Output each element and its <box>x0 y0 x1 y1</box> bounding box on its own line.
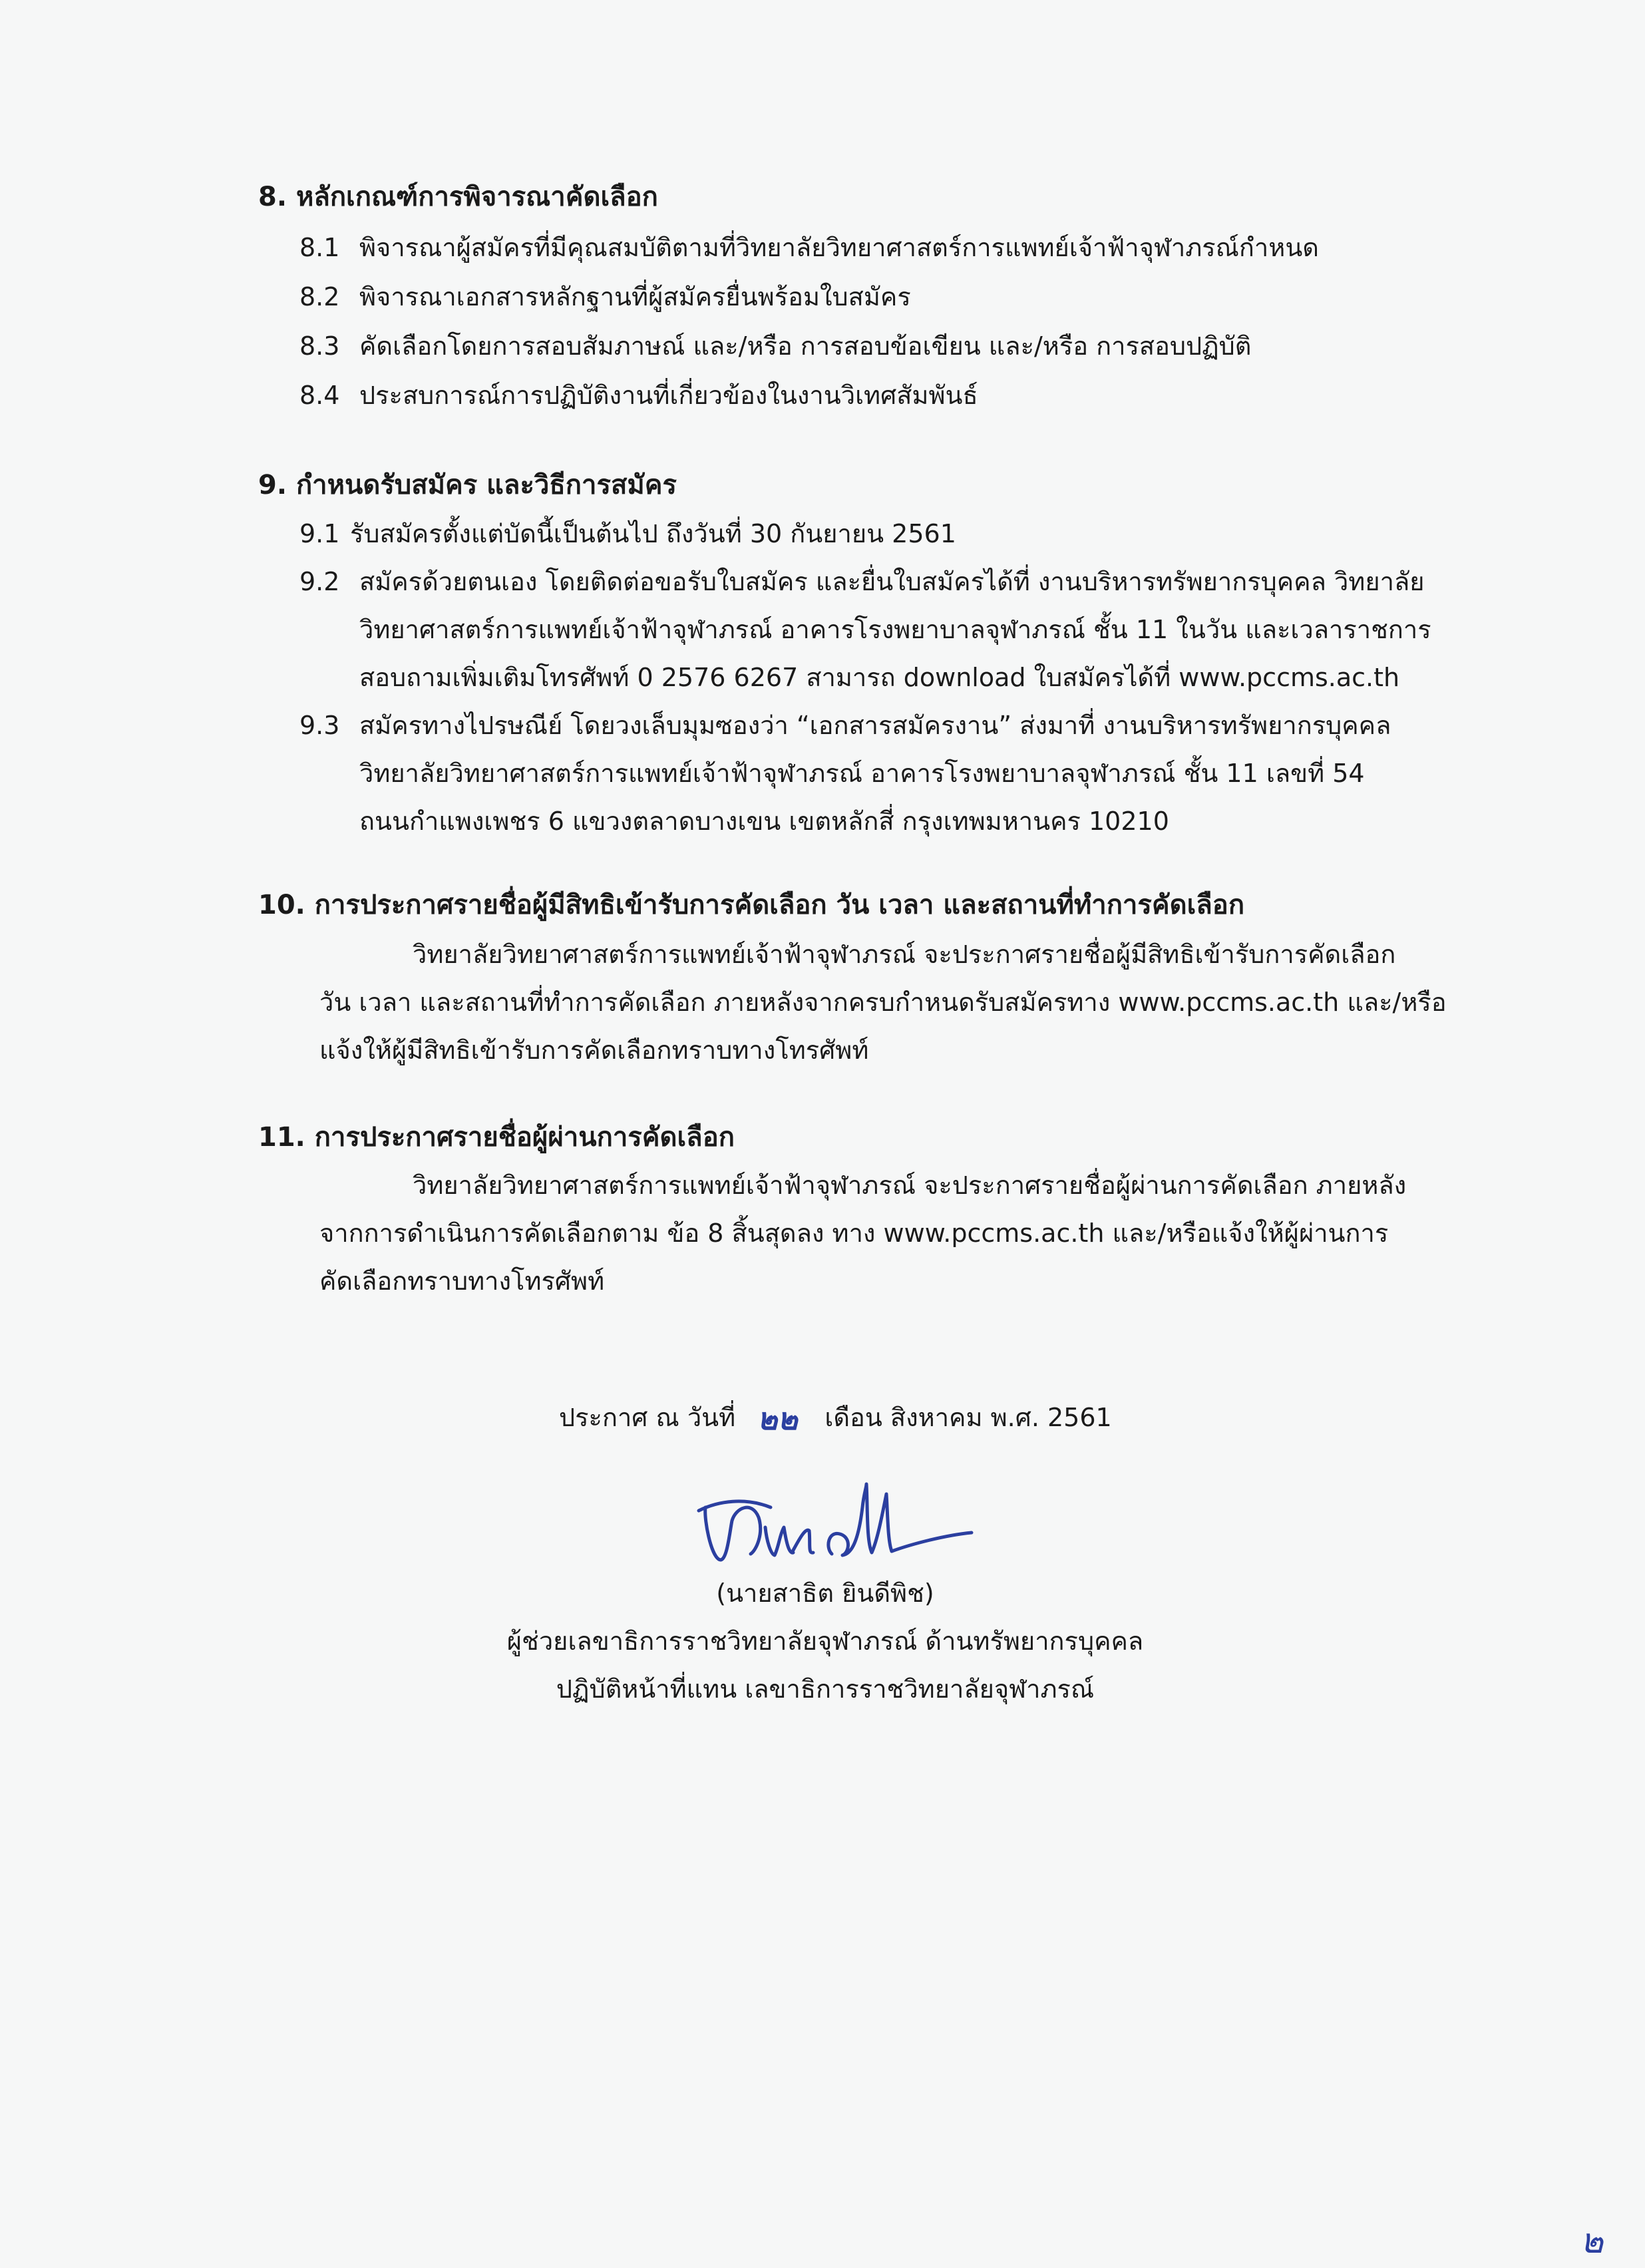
section-9-item-2-number: 9.2 <box>299 567 340 596</box>
section-10-heading: 10. การประกาศรายชื่อผู้มีสิทธิเข้ารับการคัดเลือก วัน เวลา และสถานที่ทำการคัดเลือก <box>258 890 1245 920</box>
item-number: 8.2 <box>299 282 340 311</box>
section-9-item-2-line: วิทยาศาสตร์การแพทย์เจ้าฟ้าจุฬาภรณ์ อาคารโรงพยาบาลจุฬาภรณ์ ชั้น 11 ในวัน และเวลาราชการ <box>359 615 1431 644</box>
section-9-item-2-line: สมัครด้วยตนเอง โดยติดต่อขอรับใบสมัคร และยื่นใบสมัครได้ที่ งานบริหารทรัพยากรบุคคล วิทยาลัย <box>359 567 1425 596</box>
announcement-suffix: เดือน สิงหาคม พ.ศ. 2561 <box>824 1403 1112 1432</box>
section-11-heading: 11. การประกาศรายชื่อผู้ผ่านการคัดเลือก <box>258 1122 735 1153</box>
announcement-date <box>559 1402 1112 1433</box>
item-number: 8.3 <box>299 331 340 361</box>
section-9-item-3-line: สมัครทางไปรษณีย์ โดยวงเล็บมุมซองว่า “เอกสารสมัครงาน” ส่งมาที่ งานบริหารทรัพยากรบุคคล <box>359 711 1391 740</box>
section-10-line: วิทยาลัยวิทยาศาสตร์การแพทย์เจ้าฟ้าจุฬาภรณ์ จะประกาศรายชื่อผู้มีสิทธิเข้ารับการคัดเลือก <box>413 940 1396 969</box>
item-text: คัดเลือกโดยการสอบสัมภาษณ์ และ/หรือ การสอบข้อเขียน และ/หรือ การสอบปฏิบัติ <box>359 331 1252 361</box>
item-number: 9.1 <box>299 519 340 548</box>
item-text: รับสมัครตั้งแต่บัดนี้เป็นต้นไป ถึงวันที่ 30 กันยายน 2561 <box>350 519 956 548</box>
announcement-prefix: ประกาศ ณ วันที่ <box>559 1403 736 1432</box>
section-9-item-1 <box>299 518 956 550</box>
item-text: ประสบการณ์การปฏิบัติงานที่เกี่ยวข้องในงานวิเทศสัมพันธ์ <box>359 381 978 410</box>
section-8-heading: 8. หลักเกณฑ์การพิจารณาคัดเลือก <box>258 182 658 212</box>
item-text: พิจารณาเอกสารหลักฐานที่ผู้สมัครยื่นพร้อมใบสมัคร <box>359 282 911 311</box>
section-8-item <box>299 232 1319 264</box>
handwritten-day: ๒๒ <box>757 1401 798 1437</box>
section-10-line: วัน เวลา และสถานที่ทำการคัดเลือก ภายหลังจากครบกำหนดรับสมัครทาง www.pccms.ac.th และ/หรือ <box>319 988 1447 1017</box>
section-11-line: วิทยาลัยวิทยาศาสตร์การแพทย์เจ้าฟ้าจุฬาภรณ์ จะประกาศรายชื่อผู้ผ่านการคัดเลือก ภายหลัง <box>413 1171 1407 1200</box>
section-8-item <box>299 379 978 411</box>
signer-name: (นายสาธิต ยินดีพิช) <box>716 1579 934 1608</box>
signer-title: ผู้ช่วยเลขาธิการราชวิทยาลัยจุฬาภรณ์ ด้านทรัพยากรบุคคล <box>506 1626 1144 1656</box>
section-9-item-3-line: ถนนกำแพงเพชร 6 แขวงตลาดบางเขน เขตหลักสี่ กรุงเทพมหานคร 10210 <box>359 807 1169 836</box>
section-11-line: จากการดำเนินการคัดเลือกตาม ข้อ 8 สิ้นสุดลง ทาง www.pccms.ac.th และ/หรือแจ้งให้ผู้ผ่านการ <box>319 1219 1389 1248</box>
signer-acting-title: ปฏิบัติหน้าที่แทน เลขาธิการราชวิทยาลัยจุฬาภรณ์ <box>556 1674 1095 1704</box>
section-9-heading: 9. กำหนดรับสมัคร และวิธีการสมัคร <box>258 470 677 500</box>
section-11-line: คัดเลือกทราบทางโทรศัพท์ <box>319 1266 605 1296</box>
item-number: 8.1 <box>299 233 340 262</box>
page-number-mark: ๒ <box>1580 2221 1604 2261</box>
section-10-line: แจ้งให้ผู้มีสิทธิเข้ารับการคัดเลือกทราบทางโทรศัพท์ <box>319 1036 869 1065</box>
item-number: 8.4 <box>299 381 340 410</box>
item-text: พิจารณาผู้สมัครที่มีคุณสมบัติตามที่วิทยาลัยวิทยาศาสตร์การแพทย์เจ้าฟ้าจุฬาภรณ์กำหนด <box>359 233 1319 262</box>
section-8-item <box>299 330 1251 362</box>
section-9-item-3-number: 9.3 <box>299 711 340 740</box>
section-9-item-3-line: วิทยาลัยวิทยาศาสตร์การแพทย์เจ้าฟ้าจุฬาภรณ์ อาคารโรงพยาบาลจุฬาภรณ์ ชั้น 11 เลขที่ 54 <box>359 759 1365 788</box>
section-9-item-2-line: สอบถามเพิ่มเติมโทรศัพท์ 0 2576 6267 สามารถ download ใบสมัครได้ที่ www.pccms.ac.th <box>359 663 1400 692</box>
section-8-item <box>299 281 911 313</box>
